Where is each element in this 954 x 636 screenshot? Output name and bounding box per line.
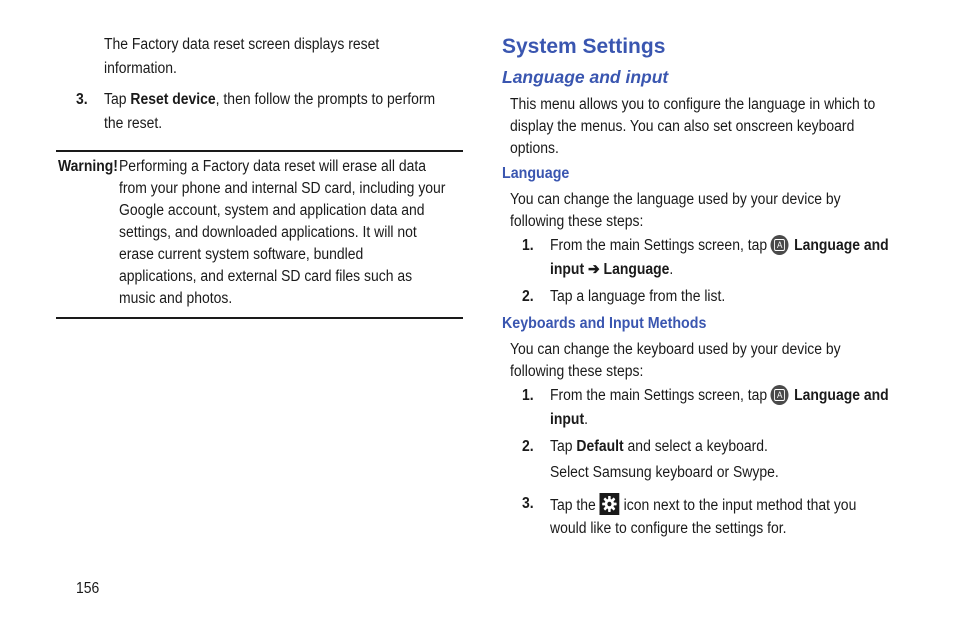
language-step1-line-2 xyxy=(550,259,673,281)
intro-line: options. xyxy=(510,140,559,157)
language-intro-line: You can change the language used by your device by xyxy=(510,191,841,208)
reset-step-line-1 xyxy=(104,89,435,111)
language-step1-line-1 xyxy=(550,235,889,257)
keyboards-step1-line-2 xyxy=(550,409,588,431)
intro-line: This menu allows you to configure the language in which to xyxy=(510,96,876,113)
step-number: 2. xyxy=(522,438,534,455)
keyboards-step3-line-1 xyxy=(550,493,856,517)
step-number: 1. xyxy=(522,237,534,254)
warning-top-rule xyxy=(56,150,463,152)
keyboards-step1-line-1 xyxy=(550,385,889,407)
input-label: input xyxy=(550,411,585,428)
page-number: 156 xyxy=(76,580,100,597)
keyboards-heading: Keyboards and Input Methods xyxy=(502,315,707,332)
reset-info-line-1: The Factory data reset screen displays reset xyxy=(104,36,380,53)
step-text: Tap xyxy=(104,91,131,108)
reset-step-line-2: the reset. xyxy=(104,115,163,132)
step-text: From the main Settings screen, tap xyxy=(550,237,768,254)
default-label: Default xyxy=(576,438,624,455)
keyboards-intro-line: You can change the keyboard used by your device by xyxy=(510,341,841,358)
warning-line: settings, and downloaded applications. It will not xyxy=(119,224,417,241)
warning-line: Performing a Factory data reset will erase all data xyxy=(119,158,427,175)
step-text: icon next to the input method that you xyxy=(623,497,857,514)
arrow-right-icon: ➔ xyxy=(587,261,600,278)
step-number: 2. xyxy=(522,288,534,305)
language-and-input-label: Language and xyxy=(794,387,889,404)
step-text: . xyxy=(584,411,588,428)
keyboards-step3-line-2: would like to configure the settings for. xyxy=(550,520,787,537)
section-subtitle: Language and input xyxy=(502,67,669,87)
keyboards-intro-line: following these steps: xyxy=(510,363,644,380)
reset-device-label: Reset device xyxy=(130,91,216,108)
step-number: 3. xyxy=(522,495,534,512)
step-text: and select a keyboard. xyxy=(623,438,768,455)
step-text: Tap xyxy=(550,438,577,455)
language-heading: Language xyxy=(502,165,570,182)
keyboards-step2-sub: Select Samsung keyboard or Swype. xyxy=(550,464,779,481)
warning-label: Warning! xyxy=(58,158,118,175)
language-input-icon: A xyxy=(771,385,789,405)
warning-line: music and photos. xyxy=(119,290,233,307)
language-and-input-label: Language and xyxy=(794,237,889,254)
step-text: From the main Settings screen, tap xyxy=(550,387,768,404)
language-label: Language xyxy=(603,261,670,278)
settings-gear-icon xyxy=(599,493,619,515)
warning-line: erase current system software, bundled xyxy=(119,246,364,263)
keyboards-step2-line xyxy=(550,436,768,458)
step-number: 1. xyxy=(522,387,534,404)
warning-line: Google account, system and application data and xyxy=(119,202,425,219)
step-text: , then follow the prompts to perform xyxy=(215,91,436,108)
warning-line: from your phone and internal SD card, including your xyxy=(119,180,446,197)
language-step2-text: Tap a language from the list. xyxy=(550,288,726,305)
step-number: 3. xyxy=(76,91,88,108)
step-text: Tap the xyxy=(550,497,596,514)
step-text: . xyxy=(669,261,674,278)
language-input-icon: A xyxy=(771,235,789,255)
input-label: input xyxy=(550,261,585,278)
reset-info-line-2: information. xyxy=(104,60,177,77)
warning-line: applications, and external SD card files such as xyxy=(119,268,413,285)
language-intro-line: following these steps: xyxy=(510,213,644,230)
section-title: System Settings xyxy=(502,35,666,58)
intro-line: display the menus. You can also set onscreen keyboard xyxy=(510,118,855,135)
warning-bottom-rule xyxy=(56,317,463,319)
